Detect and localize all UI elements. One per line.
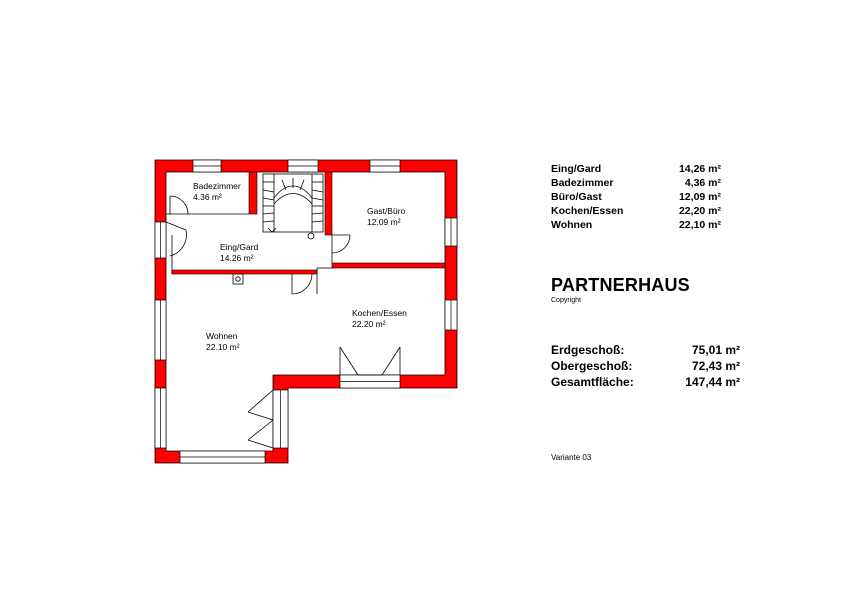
area-room-value: 12,09 m² [678, 191, 721, 203]
total-label: Obergeschoß: [551, 359, 633, 373]
area-room-name: Badezimmer [551, 177, 614, 189]
window-living-bottom [180, 451, 265, 463]
room-name-wohnen: Wohnen [206, 331, 238, 341]
area-room-value: 22,10 m² [678, 219, 721, 231]
windows [155, 160, 457, 463]
window-living-left-lower [155, 388, 166, 448]
door-entrance-opening [155, 222, 166, 258]
room-name-badezimmer: Badezimmer [193, 181, 241, 191]
area-room-value: 22,20 m² [678, 205, 721, 217]
house-title: PARTNERHAUS [551, 275, 690, 295]
room-area-gast-buero: 12.09 m² [367, 217, 401, 227]
window-gast-right [445, 218, 457, 246]
total-row [551, 358, 740, 374]
room-area-table [551, 162, 721, 232]
door-bath [170, 196, 188, 214]
door-entrance [166, 222, 187, 256]
room-area-kochen-essen: 22.20 m² [352, 319, 386, 329]
area-room-name: Eing/Gard [551, 163, 602, 175]
stair-post-icon [308, 233, 314, 239]
total-value: 72,43 m² [691, 359, 740, 373]
wall-hall-living [172, 270, 317, 274]
wall-gast-kitchen [332, 263, 445, 268]
window-gast-top [370, 160, 400, 172]
total-value: 147,44 m² [685, 375, 740, 389]
area-room-value: 14,26 m² [678, 163, 721, 175]
area-room-name: Wohnen [551, 219, 593, 231]
total-row [551, 374, 740, 390]
chimney-icon [233, 274, 243, 284]
stair-arrow-icon [268, 228, 276, 232]
area-room-name: Kochen/Essen [551, 205, 624, 217]
area-row [551, 204, 721, 218]
copyright-note: Copyright [551, 297, 581, 304]
total-label: Gesamtfläche: [551, 375, 634, 389]
window-kitchen-right [445, 300, 457, 330]
window-bath-top [193, 160, 221, 172]
room-area-eing-gard: 14.26 m² [220, 253, 254, 263]
room-name-kochen-essen: Kochen/Essen [352, 308, 407, 318]
area-row [551, 176, 721, 190]
exterior-walls [155, 160, 457, 463]
area-totals [551, 342, 740, 390]
area-row [551, 162, 721, 176]
staircase [263, 174, 323, 239]
window-stair-top [288, 160, 318, 172]
wall-stair-gast [325, 172, 332, 235]
door-bay [248, 390, 273, 448]
door-living [292, 274, 312, 294]
variant-label: Variante 03 [551, 453, 592, 462]
total-value: 75,01 m² [691, 343, 740, 357]
door-terrace [340, 347, 400, 375]
area-room-value: 4,36 m² [684, 177, 721, 189]
window-living-left-upper [155, 300, 166, 360]
total-label: Erdgeschoß: [551, 343, 625, 357]
wall-bath-stair [249, 172, 257, 214]
door-gast [332, 235, 350, 253]
door-terrace-opening [340, 375, 400, 388]
total-row [551, 342, 740, 358]
area-room-name: Büro/Gast [551, 191, 602, 203]
exterior-wall [155, 160, 457, 463]
room-name-gast-buero: Gast/Büro [367, 206, 406, 216]
room-name-eing-gard: Eing/Gard [220, 242, 259, 252]
room-area-badezimmer: 4.36 m² [193, 192, 222, 202]
room-area-wohnen: 22.10 m² [206, 342, 240, 352]
area-row [551, 218, 721, 232]
area-row [551, 190, 721, 204]
window-living-bay [273, 390, 288, 448]
